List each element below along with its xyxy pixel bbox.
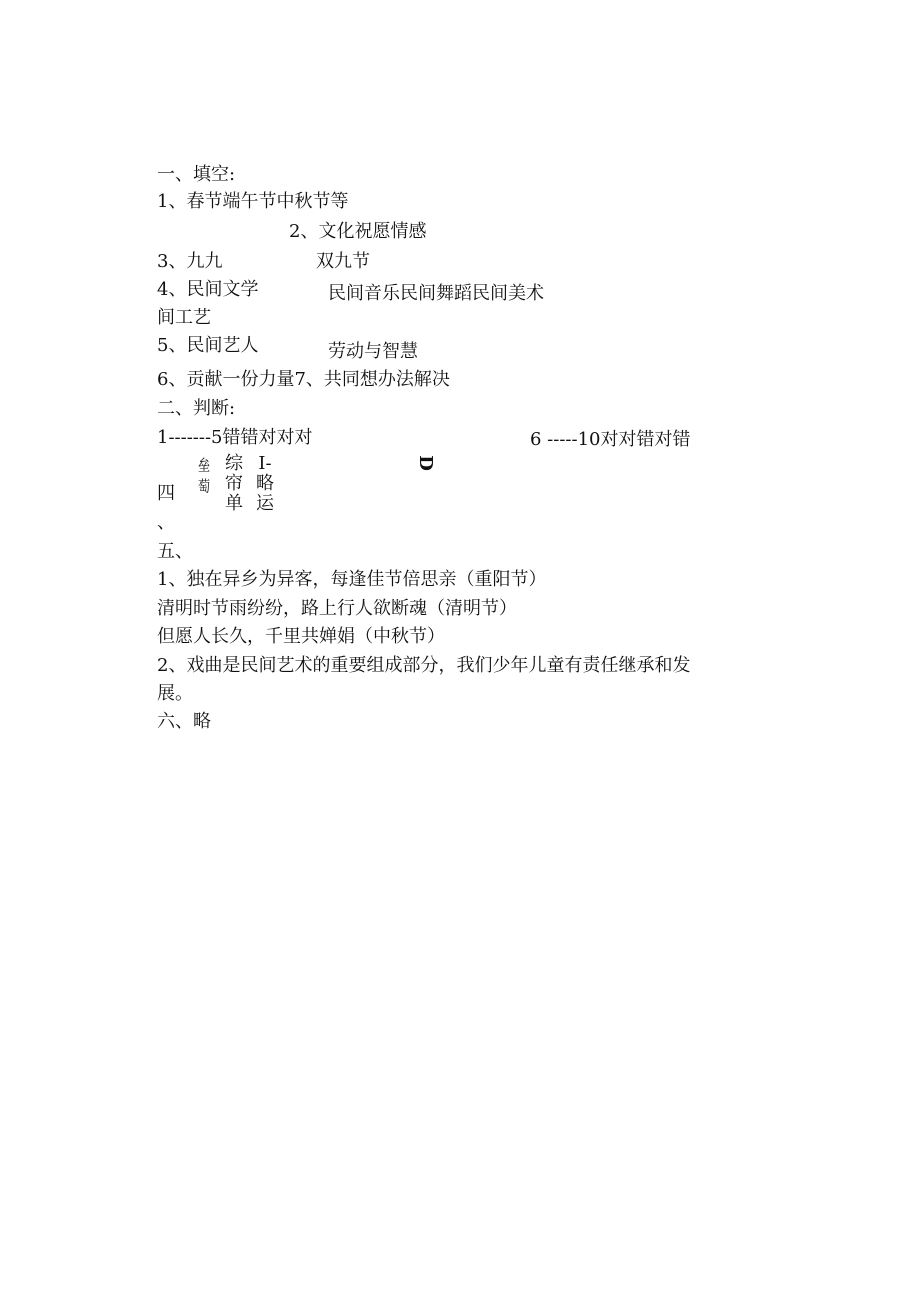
vertical-char: 垒 bbox=[198, 456, 211, 475]
answer-line-4-left: 4、民间文学 bbox=[157, 279, 259, 300]
answer-line-3-right: 双九节 bbox=[316, 251, 370, 272]
section-heading-judge: 二、判断: bbox=[157, 398, 236, 419]
answer-line-5-right: 劳动与智慧 bbox=[328, 341, 418, 362]
answer-line-4-right: 民间音乐民间舞蹈民间美术 bbox=[328, 283, 544, 304]
answer-line-2: 2、文化祝愿情感 bbox=[289, 221, 427, 242]
vertical-text-col-3 bbox=[256, 454, 274, 514]
judge-answers-1-5: 1-------5错错对对对 bbox=[157, 427, 313, 448]
answer-line-6: 6、贡献一份力量7、共同想办法解决 bbox=[157, 369, 450, 390]
vertical-char: 综 bbox=[225, 453, 243, 474]
answer-line-4-continued: 间工艺 bbox=[157, 307, 211, 328]
vertical-char: I- bbox=[258, 453, 272, 474]
vertical-char: 萄 bbox=[198, 477, 211, 496]
section-four-comma: 、 bbox=[157, 512, 175, 533]
vertical-text-col-2 bbox=[225, 454, 243, 514]
vertical-char: 运 bbox=[256, 493, 274, 514]
answer-line-3-left: 3、九九 bbox=[157, 251, 223, 272]
vertical-text-col-1 bbox=[198, 455, 210, 497]
rotated-mark: D bbox=[414, 455, 436, 471]
opera-answer-continued: 展。 bbox=[157, 683, 193, 704]
opera-answer-line: 2、戏曲是民间艺术的重要组成部分，我们少年儿童有责任继承和发 bbox=[157, 655, 691, 676]
vertical-char: 单 bbox=[225, 493, 243, 514]
poem-line-2: 清明时节雨纷纷，路上行人欲断魂（清明节） bbox=[157, 598, 517, 619]
poem-line-1: 1、独在异乡为异客，每逢佳节倍思亲（重阳节） bbox=[157, 569, 547, 590]
poem-line-3: 但愿人长久，千里共婵娟（中秋节） bbox=[157, 626, 445, 647]
vertical-char: 帘 bbox=[225, 473, 243, 494]
vertical-char: 略 bbox=[256, 473, 274, 494]
answer-line-5-left: 5、民间艺人 bbox=[157, 335, 259, 356]
section-heading-five: 五、 bbox=[157, 541, 193, 562]
section-heading-six: 六、略 bbox=[157, 711, 211, 732]
judge-answers-6-10: 6 -----10对对错对错 bbox=[530, 429, 691, 450]
section-heading-four: 四 bbox=[157, 483, 175, 504]
answer-line-1: 1、春节端午节中秋节等 bbox=[157, 191, 349, 212]
section-heading-fill-blank: 一、填空: bbox=[157, 164, 236, 185]
